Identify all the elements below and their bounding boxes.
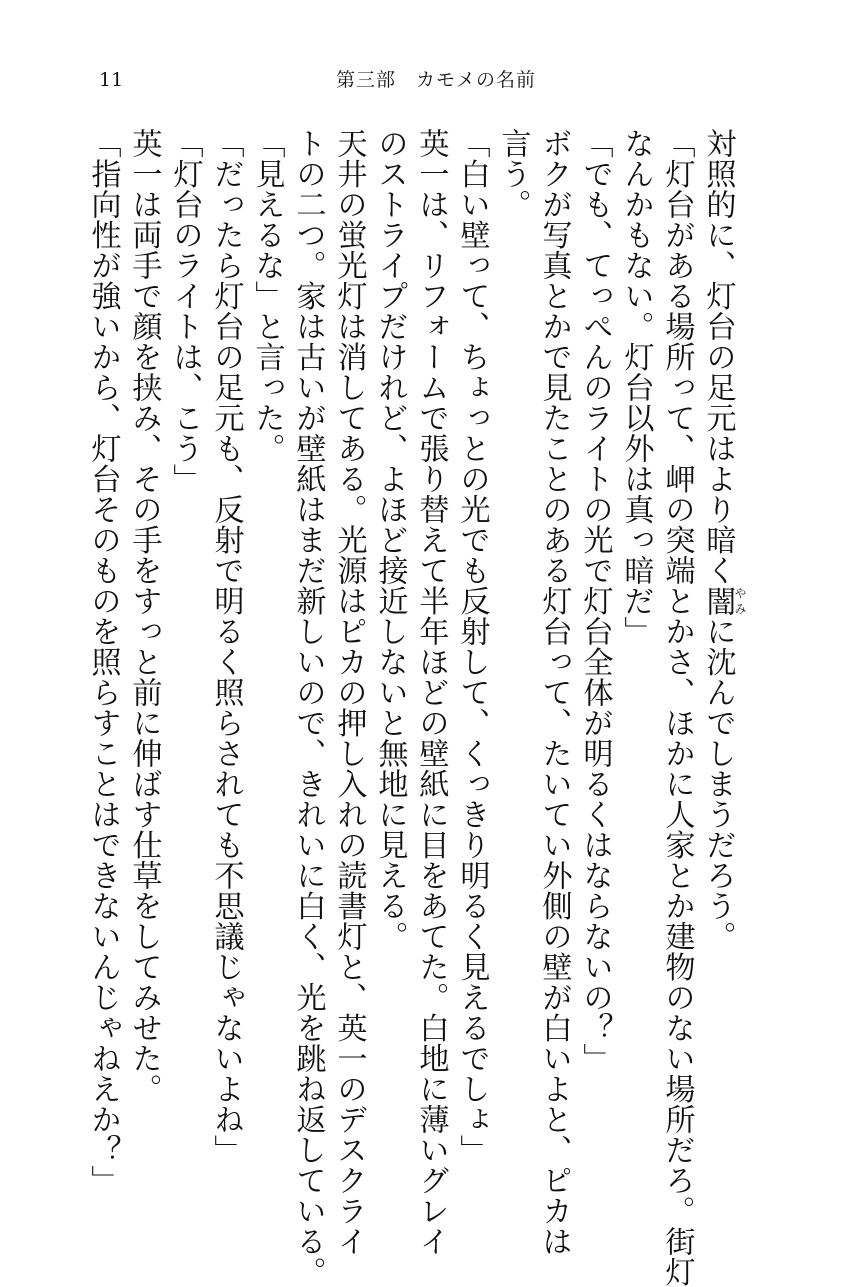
text-line-2: 「灯台がある場所って、岬の突端とかさ、ほかに人家とか建物のない場所だろ。街灯 <box>659 128 695 1287</box>
text-line-8: 英一は、リフォームで張り替えて半年ほどの壁紙に目をあてた。白地に薄いグレイ <box>413 128 449 1257</box>
text-line-6: 言う。 <box>495 128 531 220</box>
text-line-3: なんかもない。灯台以外は真っ暗だ」 <box>618 128 654 647</box>
text-line-1 <box>698 128 747 1138</box>
text-line-15: 英一は両手で顔を挟み、その手をすっと前に伸ばす仕草をしてみせた。 <box>126 128 162 1104</box>
ruby-base: 闇 <box>700 585 736 616</box>
text-line-12: 「見えるな」と言った。 <box>249 128 285 464</box>
text-line-10: 天井の蛍光灯は消してある。光源はピカの押し入れの読書灯と、英一のデスクライ <box>331 128 367 1257</box>
text-line-1-post: に沈んでしまうだろう。 <box>700 616 736 952</box>
running-head: 第三部 カモメの名前 <box>336 69 537 91</box>
text-line-13: 「だったら灯台の足元も、反射で明るく照らされても不思議じゃないよね」 <box>208 128 244 1165</box>
text-line-4: 「でも、てっぺんのライトの光で灯台全体が明るくはならないの？」 <box>577 128 613 1074</box>
text-line-1-pre: 対照的に、灯台の足元はより暗く <box>700 128 736 586</box>
text-line-14: 「灯台のライトは、こう」 <box>167 128 203 494</box>
text-line-11: トの二つ。家は古いが壁紙はまだ新しいので、きれいに白く、光を跳ね返している。 <box>290 128 326 1287</box>
ruby-reading: やみ <box>733 585 747 616</box>
text-line-5: ボクが写真とかで見たことのある灯台って、たいてい外側の壁が白いよと、ピカは <box>536 128 572 1257</box>
ruby-yami <box>700 585 747 617</box>
body-text <box>85 128 747 1287</box>
page-number: 11 <box>99 69 124 91</box>
text-line-7: 「白い壁って、ちょっとの光でも反射して、くっきり明るく見えるでしょ」 <box>454 128 490 1165</box>
text-line-16: 「指向性が強いから、灯台そのものを照らすことはできないんじゃねえか？」 <box>85 128 121 1196</box>
text-line-9: のストライプだけれど、よほど接近しないと無地に見える。 <box>372 128 408 952</box>
